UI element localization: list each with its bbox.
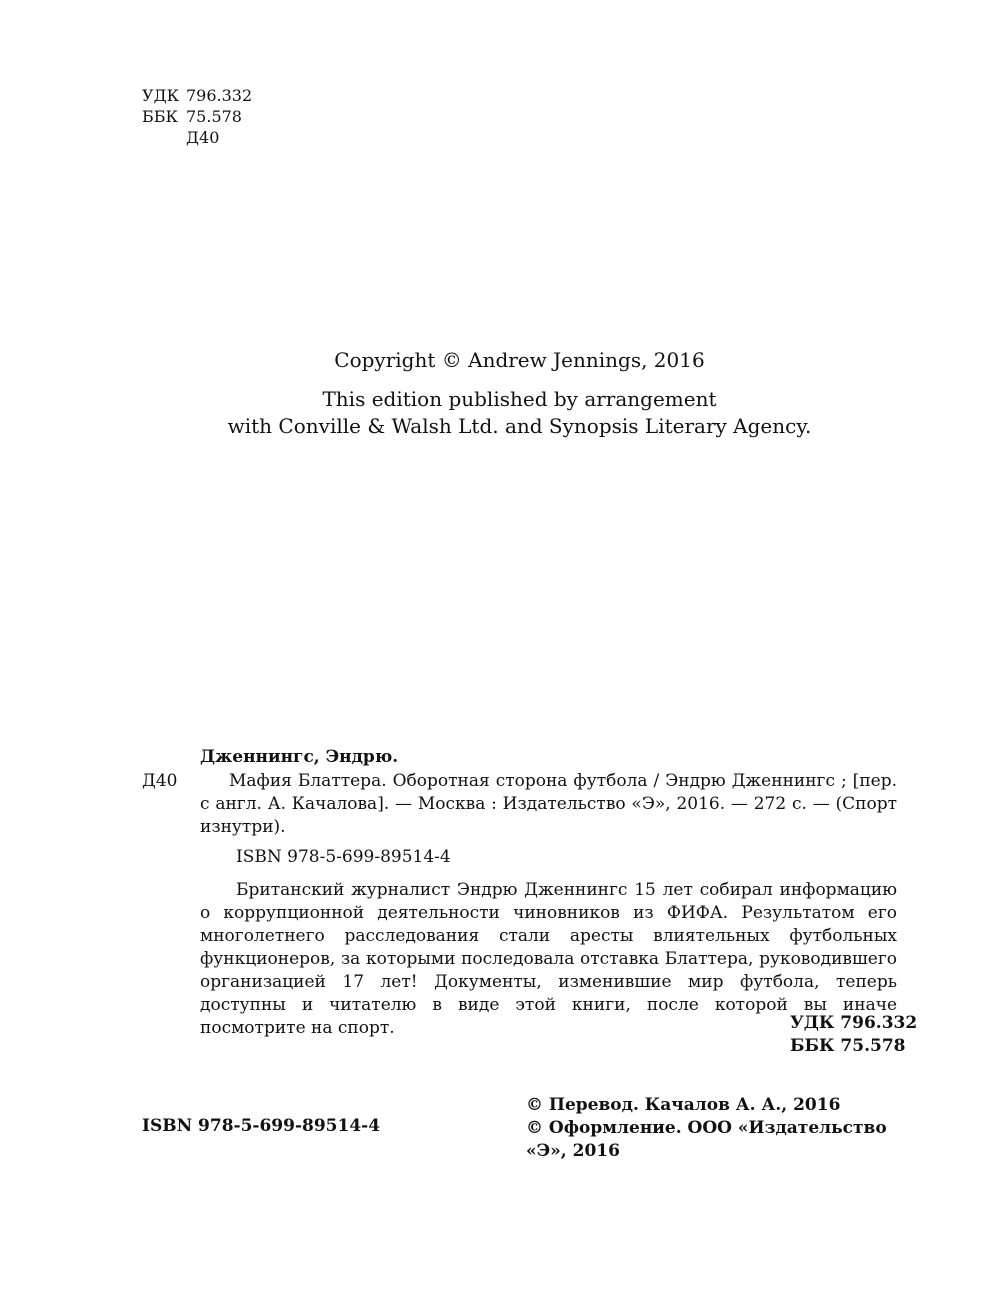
- footer-isbn: ISBN 978-5-699-89514-4: [142, 1116, 381, 1136]
- catalog-isbn: ISBN 978-5-699-89514-4: [236, 847, 451, 867]
- bbk-right: ББК 75.578: [790, 1036, 906, 1056]
- catalog-codes-right: [790, 1012, 917, 1058]
- edition-line: This edition published by arrangement: [322, 387, 717, 411]
- catalog-author: Дженнингс, Эндрю.: [200, 747, 399, 767]
- udk-value: 796.332: [186, 86, 253, 105]
- author-mark: Д40: [186, 128, 220, 147]
- design-copyright: © Оформление. ООО «Издательство «Э», 2016: [526, 1118, 887, 1161]
- agency-line: with Conville & Walsh Ltd. and Synopsis Literary Agency.: [227, 414, 812, 438]
- bbk-line: [142, 106, 342, 127]
- udk-line: [142, 85, 342, 106]
- udk-right: УДК 796.332: [790, 1013, 918, 1033]
- translation-copyright: © Перевод. Качалов А. А., 2016: [526, 1095, 841, 1115]
- bbk-value: 75.578: [186, 107, 242, 126]
- udk-label: УДК: [142, 86, 179, 105]
- copyright-line: Copyright © Andrew Jennings, 2016: [334, 348, 705, 372]
- classification-block: [142, 85, 342, 148]
- catalog-description: Мафия Блаттера. Оборотная сторона футбола / Эндрю Дженнингс ; [пер. с англ. А. Качалова]. — Москва : Издательство «Э», 2016. — 272 с. — (Спорт изнутри).: [200, 771, 897, 837]
- copyright-block: [142, 347, 897, 440]
- footer-rights: [526, 1094, 906, 1163]
- author-mark-line: [142, 127, 342, 148]
- bbk-label: ББК: [142, 107, 178, 126]
- catalog-mark: Д40: [142, 771, 178, 791]
- catalog-annotation: Британский журналист Эндрю Дженнингс 15 лет собирал информацию о коррупционной деятельности чиновников из ФИФА. Результатом его многолетнего расследования стали аресты влиятельных футбольных функционеров, за которыми последовала отставка Блаттера, руководившего организацией 17 лет! Документы, изменившие мир футбола, теперь доступны и читателю в виде этой книги, после которой вы иначе посмотрите на спорт.: [200, 880, 897, 1038]
